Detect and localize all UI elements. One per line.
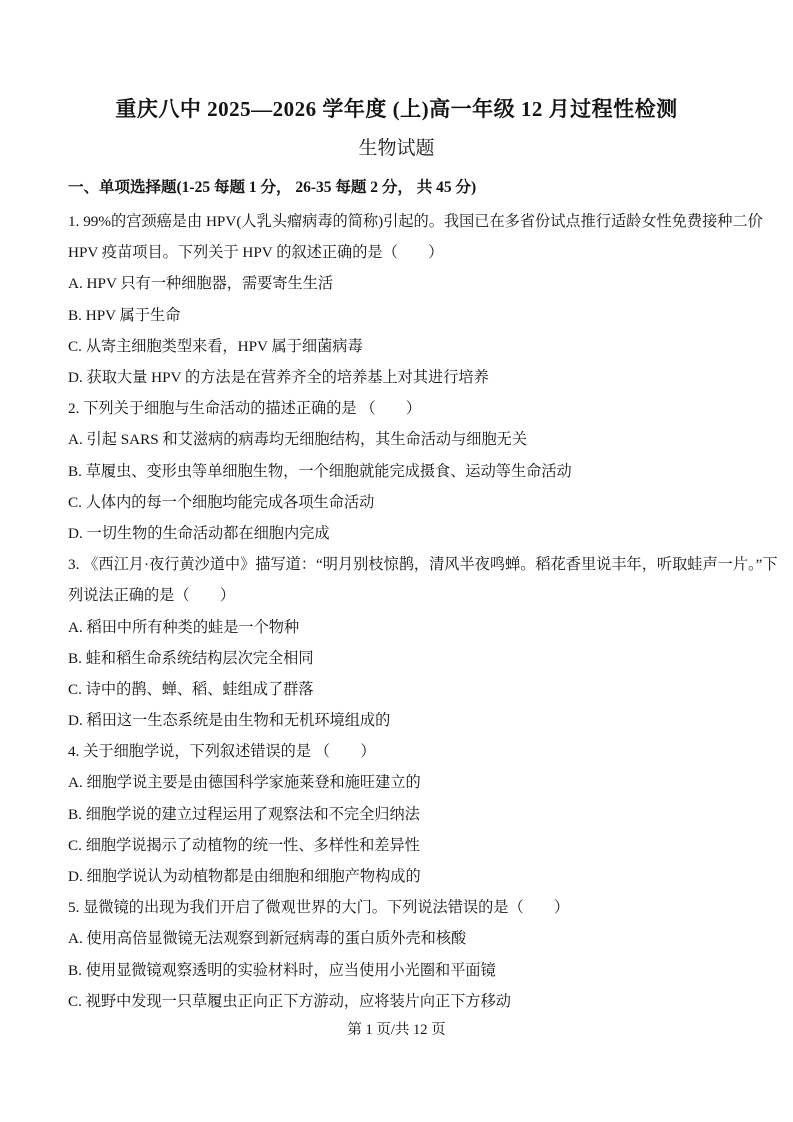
page-title: 重庆八中 2025—2026 学年度 (上)高一年级 12 月过程性检测	[115, 97, 678, 121]
question-3-stem-line-2: 列说法正确的是（ ）	[68, 587, 236, 605]
question-4-option-d: D. 细胞学说认为动植物都是由细胞和细胞产物构成的	[68, 868, 421, 886]
question-5-option-a: A. 使用高倍显微镜无法观察到新冠病毒的蛋白质外壳和核酸	[68, 930, 467, 948]
question-4-option-c: C. 细胞学说揭示了动植物的统一性、多样性和差异性	[68, 836, 420, 854]
question-4-option-b: B. 细胞学说的建立过程运用了观察法和不完全归纳法	[68, 805, 420, 823]
doc-subtitle: 生物试题	[358, 138, 435, 159]
question-5-option-b: B. 使用显微镜观察透明的实验材料时，应当使用小光圈和平面镜	[68, 961, 496, 979]
question-4-stem-line-1: 4. 关于细胞学说，下列叙述错误的是 （ ）	[68, 743, 376, 761]
question-3-option-b: B. 蛙和稻生命系统结构层次完全相同	[68, 649, 314, 667]
question-2-option-a: A. 引起 SARS 和艾滋病的病毒均无细胞结构，其生命活动与细胞无关	[68, 431, 528, 449]
question-3-stem-line-1: 3. 《西江月·夜行黄沙道中》描写道：“明月别枝惊鹊，清风半夜鸣蝉。稻花香里说丰年，听取蛙声一片。”下	[68, 556, 778, 574]
question-5-stem-line-1: 5. 显微镜的出现为我们开启了微观世界的大门。下列说法错误的是（ ）	[68, 899, 570, 917]
question-3-option-c: C. 诗中的鹊、蝉、稻、蛙组成了群落	[68, 680, 314, 698]
question-3-option-d: D. 稻田这一生态系统是由生物和无机环境组成的	[68, 712, 391, 730]
question-1-option-c: C. 从寄主细胞类型来看，HPV 属于细菌病毒	[68, 337, 363, 355]
question-1-stem-line-2: HPV 疫苗项目。下列关于 HPV 的叙述正确的是（ ）	[68, 244, 444, 262]
section-heading: 一、单项选择题(1-25 每题 1 分， 26-35 每题 2 分， 共 45 分)	[68, 179, 477, 196]
question-2-stem-line-1: 2. 下列关于细胞与生命活动的描述正确的是 （ ）	[68, 400, 422, 418]
question-2-option-c: C. 人体内的每一个细胞均能完成各项生命活动	[68, 493, 375, 511]
question-2-option-d: D. 一切生物的生命活动都在细胞内完成	[68, 524, 330, 542]
question-5-option-c: C. 视野中发现一只草履虫正向正下方游动，应将装片向正下方移动	[68, 992, 511, 1010]
question-1-stem-line-1: 1. 99%的宫颈癌是由 HPV(人乳头瘤病毒的简称)引起的。我国已在多省份试点推行适龄女性免费接种二价	[68, 213, 763, 231]
question-4-option-a: A. 细胞学说主要是由德国科学家施莱登和施旺建立的	[68, 774, 421, 792]
question-2-option-b: B. 草履虫、变形虫等单细胞生物，一个细胞就能完成摄食、运动等生命活动	[68, 462, 572, 480]
page-footer: 第 1 页/共 12 页	[347, 1021, 446, 1038]
question-1-option-a: A. HPV 只有一种细胞器，需要寄生生活	[68, 275, 334, 293]
question-list	[68, 205, 778, 1016]
question-1-option-b: B. HPV 属于生命	[68, 306, 181, 324]
question-1-option-d: D. 获取大量 HPV 的方法是在营养齐全的培养基上对其进行培养	[68, 369, 489, 387]
question-3-option-a: A. 稻田中所有种类的蛙是一个物种	[68, 618, 300, 636]
